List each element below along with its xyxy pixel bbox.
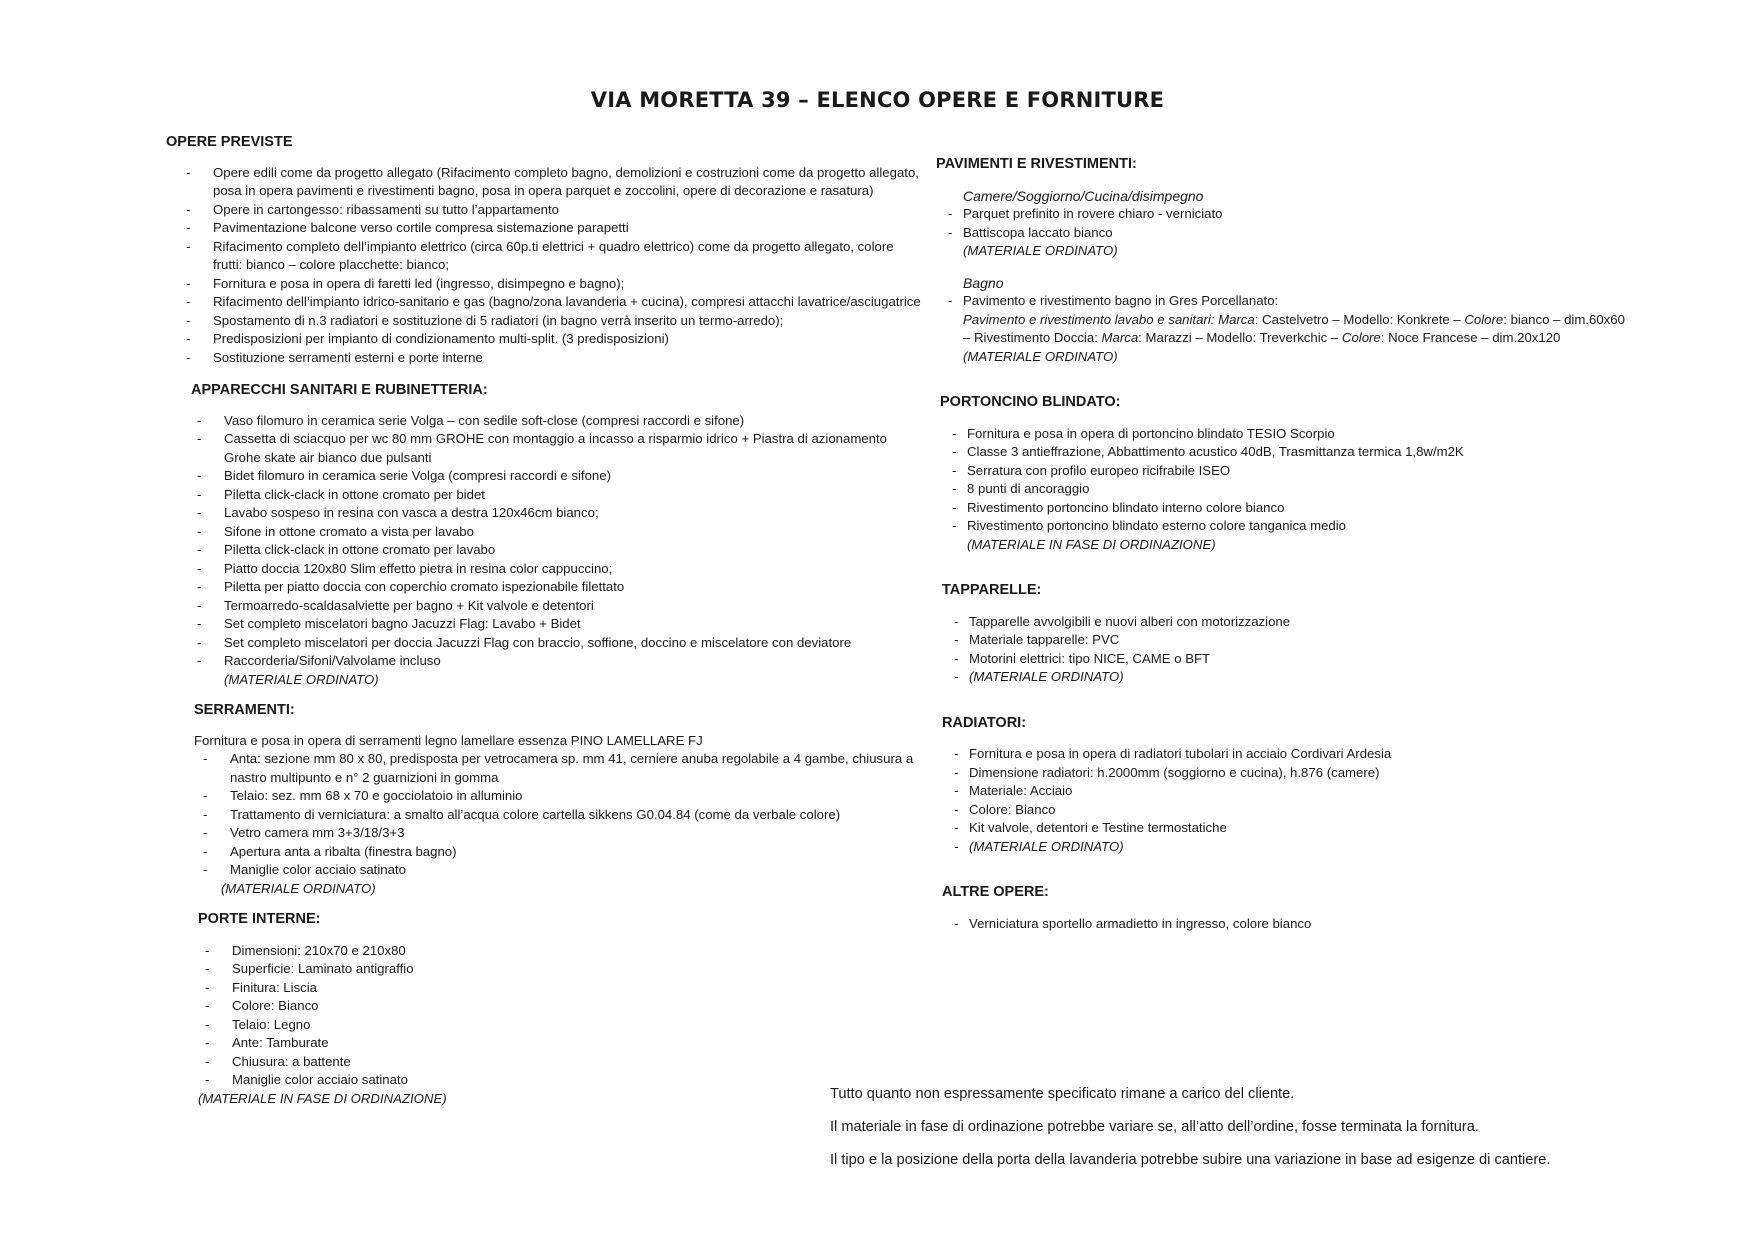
list-item: - Classe 3 antieffrazione, Abbattimento acustico 40dB, Trasmittanza termica 1,8w/m2K — [940, 443, 1726, 462]
list-item: - Parquet prefinito in rovere chiaro - verniciato — [936, 205, 1726, 224]
list-item: - Telaio: sez. mm 68 x 70 e gocciolatoio in alluminio — [191, 787, 916, 806]
list-bagno — [936, 292, 1726, 311]
heading-porte-interne: PORTE INTERNE: — [198, 911, 321, 927]
footer-notes — [830, 1078, 1730, 1177]
list-item: - Fornitura e posa in opera di portoncino blindato TESIO Scorpio — [940, 425, 1726, 444]
status-note: (MATERIALE ORDINATO) — [963, 243, 1118, 258]
list-item: - Anta: sezione mm 80 x 80, predisposta per vetrocamera sp. mm 41, cerniere anuba regolabile a 4 gambe, chiusura a nastro multipunto e n° 2 guarnizioni in gomma — [191, 750, 916, 787]
list-item: - Battiscopa laccato bianco — [936, 224, 1726, 243]
serramenti-intro: Fornitura e posa in opera di serramenti legno lamellare essenza PINO LAMELLARE FJ — [194, 732, 703, 748]
list-item: - Colore: Bianco — [942, 801, 1726, 820]
heading-pavimenti: PAVIMENTI E RIVESTIMENTI: — [936, 156, 1137, 172]
list-item: - Predisposizioni per impianto di condizionamento multi-split. (3 predisposizioni) — [174, 330, 926, 349]
list-altre-opere — [942, 915, 1726, 934]
footer-note: Il materiale in fase di ordinazione potrebbe variare se, all’atto dell’ordine, fosse terminata la fornitura. — [830, 1119, 1479, 1135]
list-item: - Opere in cartongesso: ribassamenti su tutto l’appartamento — [174, 201, 926, 220]
section-tapparelle — [942, 581, 1726, 687]
list-item: - Bidet filomuro in ceramica serie Volga (compresi raccordi e sifone) — [185, 467, 926, 486]
list-portoncino — [940, 425, 1726, 536]
list-item: - Fornitura e posa in opera di radiatori tubolari in acciaio Cordivari Ardesia — [942, 745, 1726, 764]
heading-sanitari: APPARECCHI SANITARI E RUBINETTERIA: — [191, 382, 488, 398]
colore-label: Colore — [1464, 311, 1504, 327]
status-note: (MATERIALE ORDINATO) — [224, 671, 379, 687]
list-item: - Cassetta di sciacquo per wc 80 mm GROHE con montaggio a incasso a risparmio idrico + Piastra di azionamento Grohe skate air bianco due pulsanti — [185, 430, 926, 467]
heading-serramenti: SERRAMENTI: — [194, 702, 295, 718]
list-item: - Maniglie color acciaio satinato — [193, 1071, 926, 1090]
list-camere — [936, 205, 1726, 242]
list-sanitari — [185, 412, 926, 671]
bagno-detail-line-2 — [963, 329, 1726, 348]
list-item: - Trattamento di verniciatura: a smalto all’acqua colore cartella sikkens G0.04.84 (come da verbale colore) — [191, 806, 916, 825]
list-item: - Opere edili come da progetto allegato (Rifacimento completo bagno, demolizioni e costruzioni come da progetto allegato, posa in opera pavimenti e rivestimenti bagno, posa in opera parquet e zoccolini, opere di decorazione e rasatura) — [174, 164, 926, 201]
list-item: - Sostituzione serramenti esterni e porte interne — [174, 349, 926, 368]
list-item: - Pavimento e rivestimento bagno in Gres Porcellanato: — [936, 292, 1726, 311]
status-note: - (MATERIALE ORDINATO) — [942, 838, 1726, 857]
section-porte-interne — [198, 910, 926, 1108]
list-serramenti — [191, 750, 916, 880]
list-item: - Rivestimento portoncino blindato esterno colore tanganica medio — [940, 517, 1726, 536]
list-item: - Tapparelle avvolgibili e nuovi alberi con motorizzazione — [942, 613, 1726, 632]
list-porte-interne — [193, 942, 926, 1090]
subheading-camere: Camere/Soggiorno/Cucina/disimpegno — [963, 187, 1204, 204]
marca-label: Marca — [1218, 311, 1255, 327]
bagno-detail-text: – Rivestimento Doccia: — [963, 330, 1102, 345]
heading-tapparelle: TAPPARELLE: — [942, 582, 1042, 598]
list-item: - Lavabo sospeso in resina con vasca a destra 120x46cm bianco; — [185, 504, 926, 523]
list-item: - Dimensioni: 210x70 e 210x80 — [193, 942, 926, 961]
status-note: (MATERIALE IN FASE DI ORDINAZIONE) — [198, 1090, 447, 1106]
list-item: - Superficie: Laminato antigraffio — [193, 960, 926, 979]
status-note: (MATERIALE IN FASE DI ORDINAZIONE) — [967, 536, 1216, 552]
list-item: - Motorini elettrici: tipo NICE, CAME o BFT — [942, 650, 1726, 669]
status-note: - (MATERIALE ORDINATO) — [942, 668, 1726, 687]
list-item: - Maniglie color acciaio satinato — [191, 861, 916, 880]
list-item: - Vaso filomuro in ceramica serie Volga – con sedile soft-close (compresi raccordi e sifone) — [185, 412, 926, 431]
list-item: - Apertura anta a ribalta (finestra bagno) — [191, 843, 916, 862]
section-radiatori — [942, 714, 1726, 857]
list-item: - Spostamento di n.3 radiatori e sostituzione di 5 radiatori (in bagno verrà inserito un termo-arredo); — [174, 312, 926, 331]
list-item: - Fornitura e posa in opera di faretti led (ingresso, disimpegno e bagno); — [174, 275, 926, 294]
page-title: VIA MORETTA 39 – ELENCO OPERE E FORNITURE — [590, 88, 1165, 112]
section-sanitari — [191, 381, 926, 689]
list-tapparelle — [942, 613, 1726, 687]
list-item: - Materiale tapparelle: PVC — [942, 631, 1726, 650]
bagno-detail-label: Pavimento e rivestimento lavabo e sanitari: — [963, 311, 1215, 327]
list-item: - Rifacimento dell’impianto idrico-sanitario e gas (bagno/zona lavanderia + cucina), compresi attacchi lavatrice/asciugatrice — [174, 293, 926, 312]
list-item: - Set completo miscelatori per doccia Jacuzzi Flag con braccio, soffione, doccino e miscelatore con deviatore — [185, 634, 926, 653]
list-item: - Finitura: Liscia — [193, 979, 926, 998]
list-item: - Telaio: Legno — [193, 1016, 926, 1035]
list-item: - Colore: Bianco — [193, 997, 926, 1016]
section-opere-previste — [166, 133, 926, 367]
heading-radiatori: RADIATORI: — [942, 714, 1027, 731]
list-item: - Verniciatura sportello armadietto in ingresso, colore bianco — [942, 915, 1726, 934]
right-column — [936, 155, 1726, 933]
list-item: - Vetro camera mm 3+3/18/3+3 — [191, 824, 916, 843]
section-altre-opere — [942, 883, 1726, 933]
bagno-detail-text: : Noce Francese – dim.20x120 — [1380, 330, 1561, 345]
list-item: - Rifacimento completo dell’impianto elettrico (circa 60p.ti elettrici + quadro elettrico) come da progetto allegato, colore frutti: bianco – colore placchette: bianco; — [174, 238, 926, 275]
marca-label: Marca — [1101, 330, 1139, 345]
status-note: (MATERIALE ORDINATO) — [221, 880, 376, 896]
list-item: - Piatto doccia 120x80 Slim effetto pietra in resina color cappuccino; — [185, 560, 926, 579]
list-item: - Kit valvole, detentori e Testine termostatiche — [942, 819, 1726, 838]
list-item: - Sifone in ottone cromato a vista per lavabo — [185, 523, 926, 542]
list-item: - Termoarredo-scaldasalviette per bagno + Kit valvole e detentori — [185, 597, 926, 616]
left-column — [166, 133, 926, 1108]
section-serramenti — [194, 701, 926, 898]
list-item: - Set completo miscelatori bagno Jacuzzi Flag: Lavabo + Bidet — [185, 615, 926, 634]
list-radiatori — [942, 745, 1726, 856]
bagno-detail-text: : Marazzi – Modello: Treverkchic – — [1138, 330, 1342, 345]
subheading-bagno: Bagno — [963, 274, 1004, 291]
status-note: (MATERIALE ORDINATO) — [963, 348, 1118, 364]
list-item: - Chiusura: a battente — [193, 1053, 926, 1072]
bagno-detail-text: : Castelvetro – Modello: Konkrete – — [1254, 311, 1465, 327]
heading-altre-opere: ALTRE OPERE: — [942, 884, 1049, 900]
colore-label: Colore — [1341, 330, 1381, 345]
list-item: - Serratura con profilo europeo ricifrabile ISEO — [940, 462, 1726, 481]
list-opere-previste — [174, 164, 926, 368]
list-item: - Dimensione radiatori: h.2000mm (soggiorno e cucina), h.876 (camere) — [942, 764, 1726, 783]
list-item: - Materiale: Acciaio — [942, 782, 1726, 801]
section-portoncino — [940, 393, 1726, 554]
footer-note: Il tipo e la posizione della porta della lavanderia potrebbe subire una variazione in base ad esigenze di cantiere. — [830, 1152, 1551, 1168]
list-item: - Piletta click-clack in ottone cromato per lavabo — [185, 541, 926, 560]
list-item: - Piletta click-clack in ottone cromato per bidet — [185, 486, 926, 505]
list-item: - Ante: Tamburate — [193, 1034, 926, 1053]
bagno-detail-line-1 — [963, 311, 1726, 330]
footer-note: Tutto quanto non espressamente specificato rimane a carico del cliente. — [830, 1086, 1295, 1102]
list-item: - Rivestimento portoncino blindato interno colore bianco — [940, 499, 1726, 518]
section-pavimenti — [936, 155, 1726, 366]
heading-portoncino: PORTONCINO BLINDATO: — [940, 394, 1121, 410]
list-item: - 8 punti di ancoraggio — [940, 480, 1726, 499]
bagno-detail-text: : bianco – dim.60x60 — [1503, 311, 1625, 327]
list-item: - Piletta per piatto doccia con coperchio cromato ispezionabile filettato — [185, 578, 926, 597]
list-item: - Pavimentazione balcone verso cortile compresa sistemazione parapetti — [174, 219, 926, 238]
list-item: - Raccorderia/Sifoni/Valvolame incluso — [185, 652, 926, 671]
heading-opere-previste: OPERE PREVISTE — [166, 134, 293, 150]
